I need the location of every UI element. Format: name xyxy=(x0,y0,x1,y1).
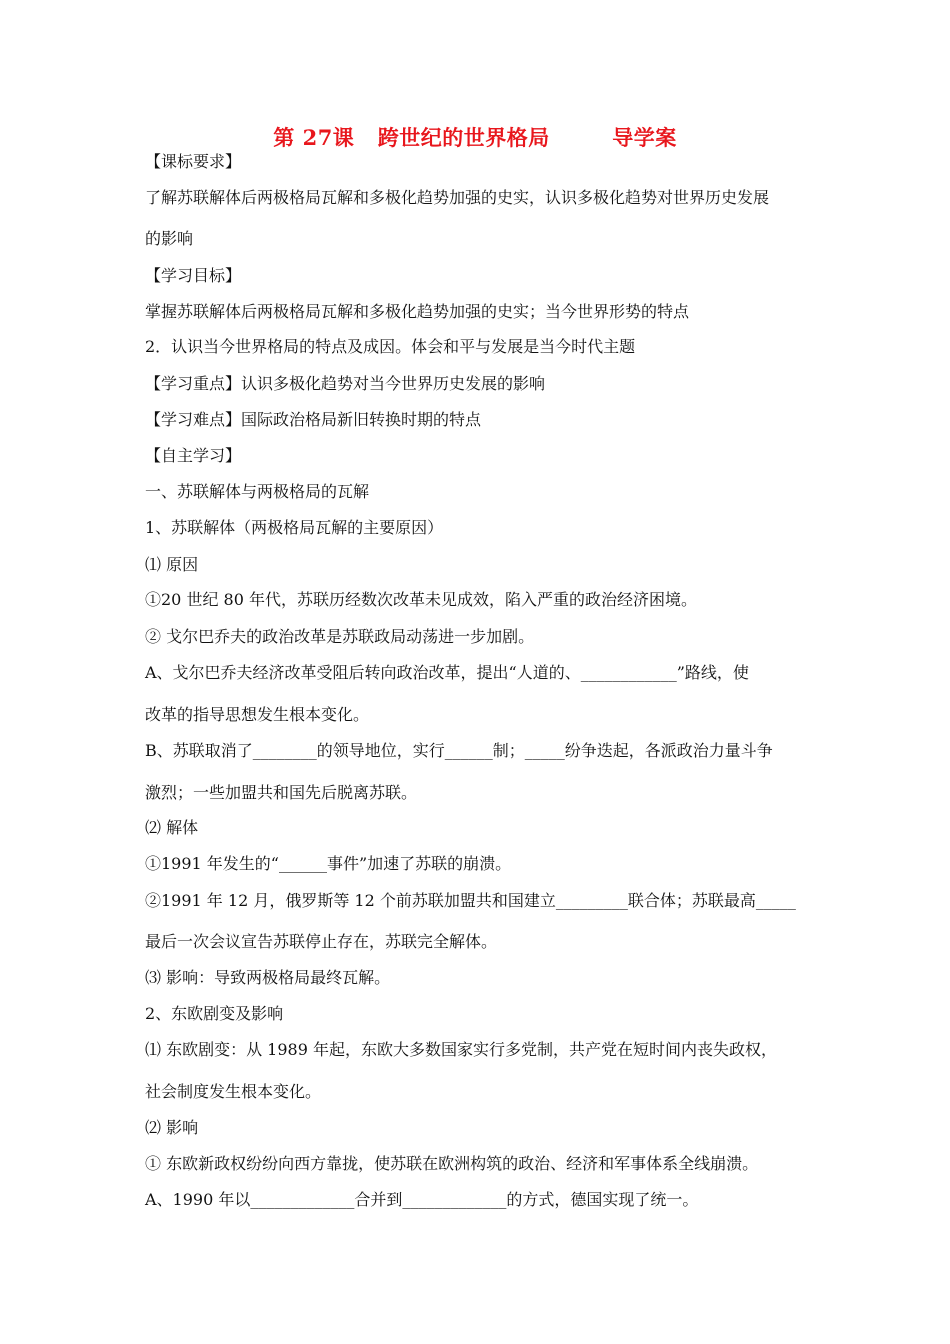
paragraph-line: ①1991 年发生的“______事件”加速了苏联的崩溃。 xyxy=(145,854,512,873)
paragraph-line: ②1991 年 12 月，俄罗斯等 12 个前苏联加盟共和国建立_________联合体；苏联最高_____ xyxy=(145,891,796,910)
paragraph-line: 的影响 xyxy=(145,229,194,248)
paragraph-line: ⑴ 原因 xyxy=(145,555,199,574)
section-heading-curriculum: 【课标要求】 xyxy=(145,152,242,171)
paragraph-line: 2、东欧剧变及影响 xyxy=(145,1004,284,1023)
paragraph-line: 最后一次会议宣告苏联停止存在，苏联完全解体。 xyxy=(145,932,498,951)
section-heading-self-study: 【自主学习】 xyxy=(145,446,242,465)
paragraph-line: 一、苏联解体与两极格局的瓦解 xyxy=(145,482,370,501)
section-heading-key-points: 【学习重点】认识多极化趋势对当今世界历史发展的影响 xyxy=(145,374,546,393)
paragraph-line: ② 戈尔巴乔夫的政治改革是苏联政局动荡进一步加剧。 xyxy=(145,627,535,646)
paragraph-line: ⑵ 影响 xyxy=(145,1118,199,1137)
section-heading-objectives: 【学习目标】 xyxy=(145,266,242,285)
document-title: 第 27课 跨世纪的世界格局 导学案 xyxy=(273,125,677,150)
paragraph-line: 2．认识当今世界格局的特点及成因。体会和平与发展是当今时代主题 xyxy=(145,337,636,356)
paragraph-line: 了解苏联解体后两极格局瓦解和多极化趋势加强的史实，认识多极化趋势对世界历史发展 xyxy=(145,188,770,207)
paragraph-line: 掌握苏联解体后两极格局瓦解和多极化趋势加强的史实；当今世界形势的特点 xyxy=(145,302,690,321)
paragraph-line: A、1990 年以_____________合并到_____________的方式，德国实现了统一。 xyxy=(145,1190,699,1209)
paragraph-line: B、苏联取消了________的领导地位，实行______制；_____纷争迭起，各派政治力量斗争 xyxy=(145,741,773,760)
paragraph-line: 1、苏联解体（两极格局瓦解的主要原因） xyxy=(145,518,444,537)
paragraph-line: ①20 世纪 80 年代，苏联历经数次改革未见成效，陷入严重的政治经济困境。 xyxy=(145,590,697,609)
paragraph-line: A、戈尔巴乔夫经济改革受阻后转向政治改革，提出“人道的、____________”路线，使 xyxy=(145,663,749,682)
paragraph-line: 社会制度发生根本变化。 xyxy=(145,1082,322,1101)
paragraph-line: ⑵ 解体 xyxy=(145,818,199,837)
paragraph-line: 改革的指导思想发生根本变化。 xyxy=(145,705,370,724)
paragraph-line: ⑴ 东欧剧变：从 1989 年起，东欧大多数国家实行多党制，共产党在短时间内丧失政权， xyxy=(145,1040,777,1059)
section-heading-difficulties: 【学习难点】国际政治格局新旧转换时期的特点 xyxy=(145,410,482,429)
paragraph-line: ① 东欧新政权纷纷向西方靠拢，使苏联在欧洲构筑的政治、经济和军事体系全线崩溃。 xyxy=(145,1154,759,1173)
paragraph-line: 激烈；一些加盟共和国先后脱离苏联。 xyxy=(145,783,418,802)
paragraph-line: ⑶ 影响：导致两极格局最终瓦解。 xyxy=(145,968,391,987)
